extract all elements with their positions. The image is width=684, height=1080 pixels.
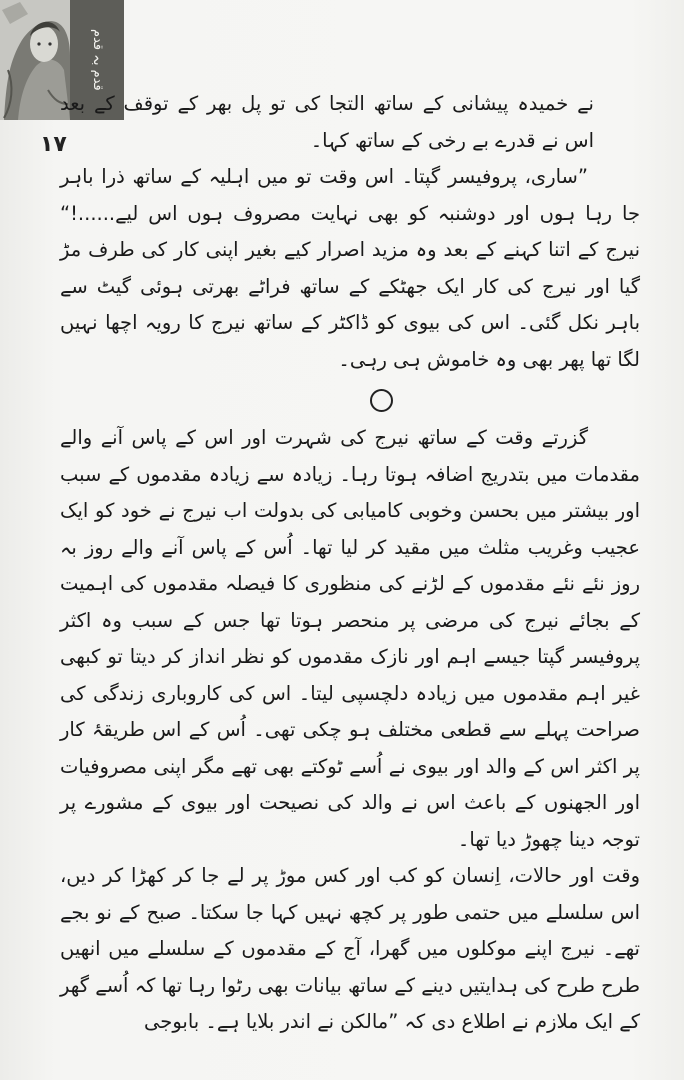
paragraph: نے خمیدہ پیشانی کے ساتھ التجا کی تو پل بھر کے توقف کے بعد اس نے قدرے بے رخی کے ساتھ کہا۔ bbox=[60, 92, 594, 152]
text-block-bottom bbox=[60, 420, 640, 1041]
circle-separator-icon bbox=[370, 389, 393, 412]
paragraph: گزرتے وقت کے ساتھ نیرج کی شہرت اور اس کے پاس آنے والے مقدمات میں بتدریج اضافہ ہوتا رہا۔ زیادہ سے زیادہ مقدموں کے سبب اور بیشتر میں بحسن وخوبی کامیابی کی بدولت اب نیرج نے خود کو ایک عجیب وغریب مثلث میں مقید کر لیا تھا۔ اُس کے پاس آنے والے روز بہ روز نئے نئے مقدموں کے لڑنے کی منظوری کا فیصلہ مقدموں کی اہمیت کے بجائے نیرج کی مرضی پر منحصر ہوتا تھا جس کے سبب وہ اکثر پروفیسر گپتا جیسے اہم اور نازک مقدموں کو نظر انداز کر دیتا تو کبھی غیر اہم مقدموں میں زیادہ دلچسپی لیتا۔ اس کی کاروباری زندگی کی صراحت پہلے سے قطعی مختلف ہو چکی تھی۔ اُس کے اس طریقۂ کار پر اکثر اس کے والد اور بیوی نے اُسے ٹوکتے بھی تھے مگر اپنی مصروفیات اور الجھنوں کے باعث اس نے والد کی نصیحت اور بیوی کے مشورے پر توجہ دینا چھوڑ دیا تھا۔ bbox=[60, 426, 640, 851]
page-number: ۱۷ bbox=[40, 132, 67, 157]
paragraph: ”ساری، پروفیسر گپتا۔ اس وقت تو میں اہلیہ کے ساتھ ذرا باہر جا رہا ہوں اور دوشنبہ کو بھی نہایت مصروف ہوں اس لیے......!“ نیرج کے اتنا کہنے کے بعد وہ مزید اصرار کیے بغیر اپنی کار کی طرف مڑ گیا اور نیرج کی کار ایک جھٹکے کے ساتھ فراٹے بھرتی ہوئی گیٹ سے باہر نکل گئی۔ اس کی بیوی کو ڈاکٹر کے ساتھ نیرج کا رویہ اچھا نہیں لگا تھا پھر بھی وہ خاموش ہی رہی۔ bbox=[60, 165, 640, 371]
paragraph: وقت اور حالات، اِنسان کو کب اور کس موڑ پر لے جا کر کھڑا کر دیں، اس سلسلے میں حتمی طور پر کچھ نہیں کہا جا سکتا۔ صبح کے نو بجے تھے۔ نیرج اپنے موکلوں میں گھرا، آج کے مقدموں کے سلسلے میں انھیں طرح طرح کی ہدایتیں دینے کے ساتھ بیانات بھی رٹوا رہا تھا کہ اُسے گھر کے ایک ملازم نے اطلاع دی کہ ”مالکن نے اندر بلایا ہے۔ بابوجی bbox=[60, 864, 640, 1033]
text-block-top bbox=[60, 86, 640, 378]
book-title-vertical: قدم بہ قدم bbox=[90, 29, 105, 91]
